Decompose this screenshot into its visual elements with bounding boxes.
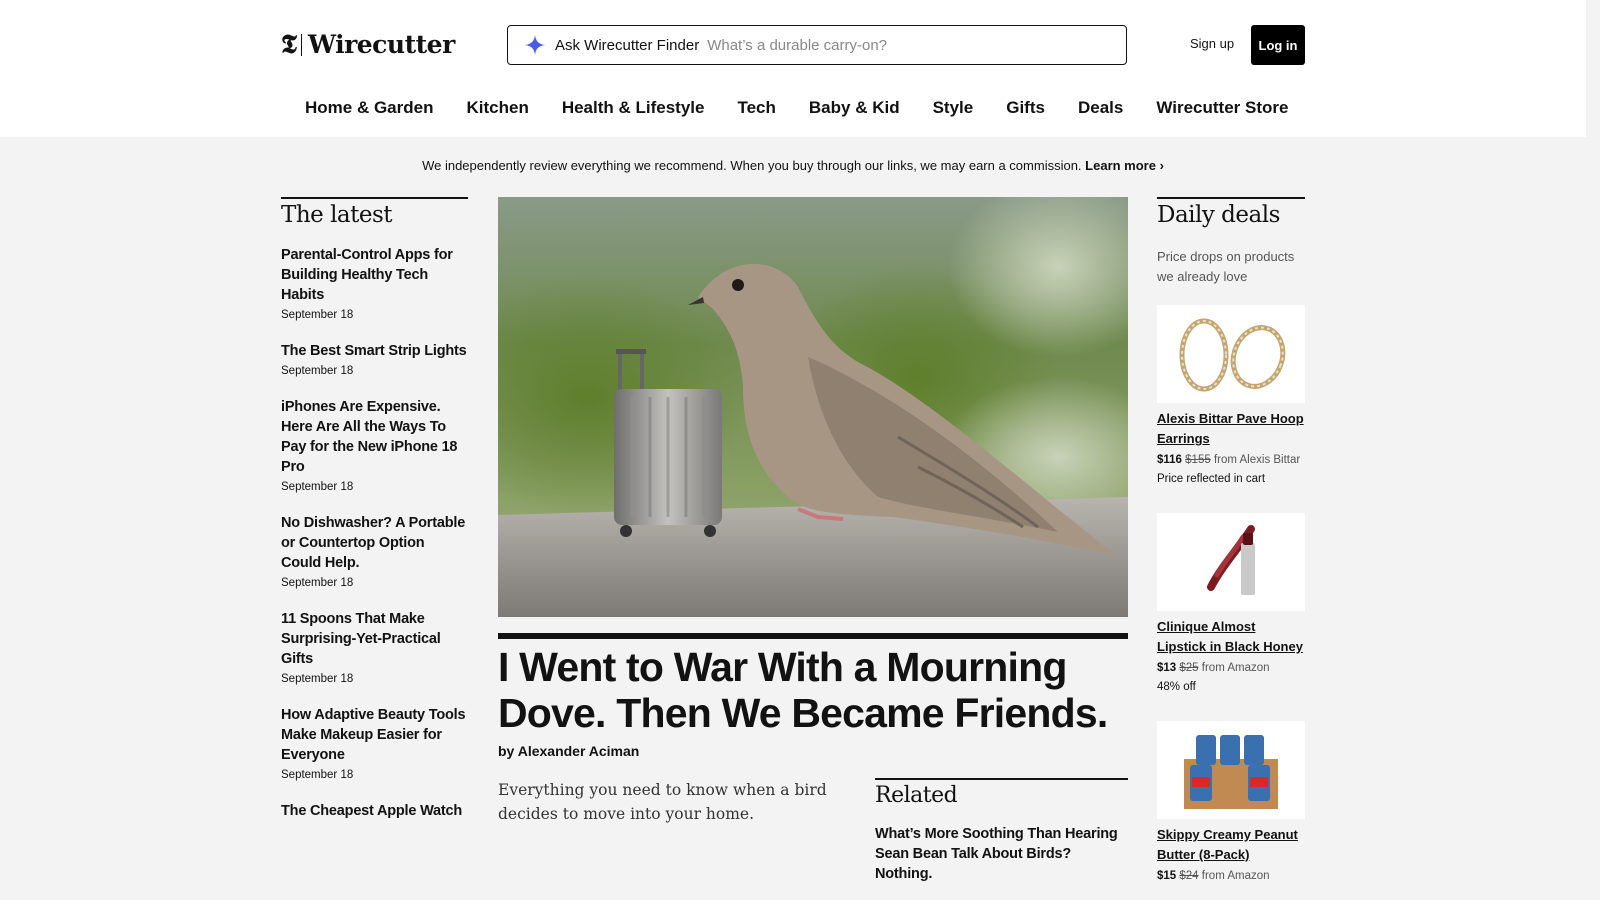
latest-title[interactable]: iPhones Are Expensive. Here Are All the Ways To Pay for the New iPhone 18 Pro — [281, 399, 458, 475]
nav-item-baby-kid[interactable]: Baby & Kid — [808, 98, 900, 117]
headline-rule — [498, 633, 1128, 639]
deal-price-now: $15 — [1157, 870, 1177, 882]
deal-price-was: $24 — [1179, 870, 1199, 882]
login-button[interactable]: Log in — [1251, 25, 1305, 65]
signup-link[interactable]: Sign up — [1190, 36, 1235, 51]
latest-title[interactable]: No Dishwasher? A Portable or Countertop Option Could Help. — [281, 515, 466, 571]
latest-title[interactable]: How Adaptive Beauty Tools Make Makeup Easier for Everyone — [281, 707, 466, 763]
deal-source: from Amazon — [1201, 662, 1270, 674]
latest-title[interactable]: The Best Smart Strip Lights — [281, 343, 467, 359]
deal-source: from Amazon — [1201, 870, 1270, 882]
wirecutter-logo[interactable] — [281, 30, 455, 60]
latest-date: September 18 — [281, 577, 354, 589]
deal-price-now: $116 — [1157, 454, 1182, 466]
nav-item-tech[interactable]: Tech — [737, 98, 776, 117]
scrollbar-track[interactable] — [1586, 0, 1600, 900]
search-input[interactable] — [707, 37, 1126, 54]
earrings-icon[interactable] — [1157, 305, 1305, 403]
related-section — [875, 778, 1128, 884]
list-item[interactable] — [281, 609, 468, 685]
latest-title[interactable]: Parental-Control Apps for Building Healthy Tech Habits — [281, 247, 453, 303]
deals-heading: Daily deals — [1157, 202, 1280, 228]
peanut-butter-icon[interactable] — [1157, 721, 1305, 819]
latest-date: September 18 — [281, 769, 354, 781]
latest-title[interactable]: The Cheapest Apple Watch — [281, 803, 463, 819]
nav-item-deals[interactable]: Deals — [1077, 98, 1124, 117]
deal-source: from Alexis Bittar — [1213, 454, 1301, 466]
deal-name[interactable]: Alexis Bittar Pave Hoop Earrings — [1157, 411, 1304, 446]
finder-label: Ask Wirecutter Finder — [555, 36, 700, 54]
feature-dek: Everything you need to know when a bird decides to move into your home. — [498, 781, 827, 823]
deal-note: Price reflected in cart — [1157, 473, 1266, 485]
deal-price — [1157, 659, 1305, 677]
latest-date: September 18 — [281, 365, 354, 377]
list-item[interactable] — [281, 801, 468, 821]
logo-wordmark: Wirecutter — [307, 30, 455, 59]
list-item[interactable] — [281, 513, 468, 589]
affiliate-disclosure — [0, 158, 1586, 173]
latest-date: September 18 — [281, 673, 354, 685]
list-item[interactable] — [281, 397, 468, 493]
feature-byline: by Alexander Aciman — [498, 743, 640, 759]
logo-divider — [301, 34, 302, 56]
main-nav — [305, 98, 1321, 118]
deal-name[interactable]: Clinique Almost Lipstick in Black Honey — [1157, 619, 1303, 654]
feature-headline[interactable]: I Went to War With a Mourning Dove. Then We Became Friends. — [498, 644, 1108, 736]
list-item[interactable] — [281, 341, 468, 377]
lipstick-icon[interactable] — [1157, 513, 1305, 611]
hero-image-dove-suitcase[interactable] — [498, 197, 1128, 617]
nav-item-home-garden[interactable]: Home & Garden — [305, 98, 434, 117]
disclosure-text: We independently review everything we recommend. When you buy through our links, we may earn a commission. — [422, 158, 1082, 173]
deal-card[interactable] — [1157, 305, 1305, 487]
divider — [1157, 197, 1305, 199]
deal-card[interactable] — [1157, 721, 1305, 885]
latest-date: September 18 — [281, 309, 354, 321]
site-header — [0, 0, 1586, 137]
deal-price-now: $13 — [1157, 662, 1177, 674]
deals-column — [1157, 197, 1305, 885]
related-heading: Related — [875, 783, 958, 808]
divider — [281, 197, 468, 199]
latest-title[interactable]: 11 Spoons That Make Surprising-Yet-Practical Gifts — [281, 611, 441, 667]
deal-price — [1157, 451, 1305, 469]
nav-item-kitchen[interactable]: Kitchen — [466, 98, 529, 117]
deal-price — [1157, 867, 1305, 885]
deals-subheading: Price drops on products we already love — [1157, 249, 1295, 284]
deal-price-was: $25 — [1179, 662, 1199, 674]
learn-more-link[interactable]: Learn more › — [1085, 158, 1164, 173]
list-item[interactable] — [281, 705, 468, 781]
deal-name[interactable]: Skippy Creamy Peanut Butter (8-Pack) — [1157, 827, 1298, 862]
latest-heading: The latest — [281, 202, 393, 228]
deal-note: 48% off — [1157, 681, 1196, 693]
nav-item-style[interactable]: Style — [932, 98, 974, 117]
list-item[interactable] — [281, 245, 468, 321]
latest-date: September 18 — [281, 481, 354, 493]
deal-card[interactable] — [1157, 513, 1305, 695]
nyt-t-logo-icon: 𝕿 — [281, 30, 297, 60]
nav-item-health-lifestyle[interactable]: Health & Lifestyle — [561, 98, 705, 117]
sparkle-icon — [524, 34, 546, 56]
latest-column — [281, 197, 468, 821]
nav-item-store[interactable]: Wirecutter Store — [1156, 98, 1289, 117]
divider — [875, 778, 1128, 780]
related-link[interactable]: What’s More Soothing Than Hearing Sean Bean Talk About Birds? Nothing. — [875, 826, 1118, 882]
deal-price-was: $155 — [1185, 454, 1211, 466]
finder-search-bar[interactable] — [507, 25, 1127, 65]
nav-item-gifts[interactable]: Gifts — [1006, 98, 1045, 117]
